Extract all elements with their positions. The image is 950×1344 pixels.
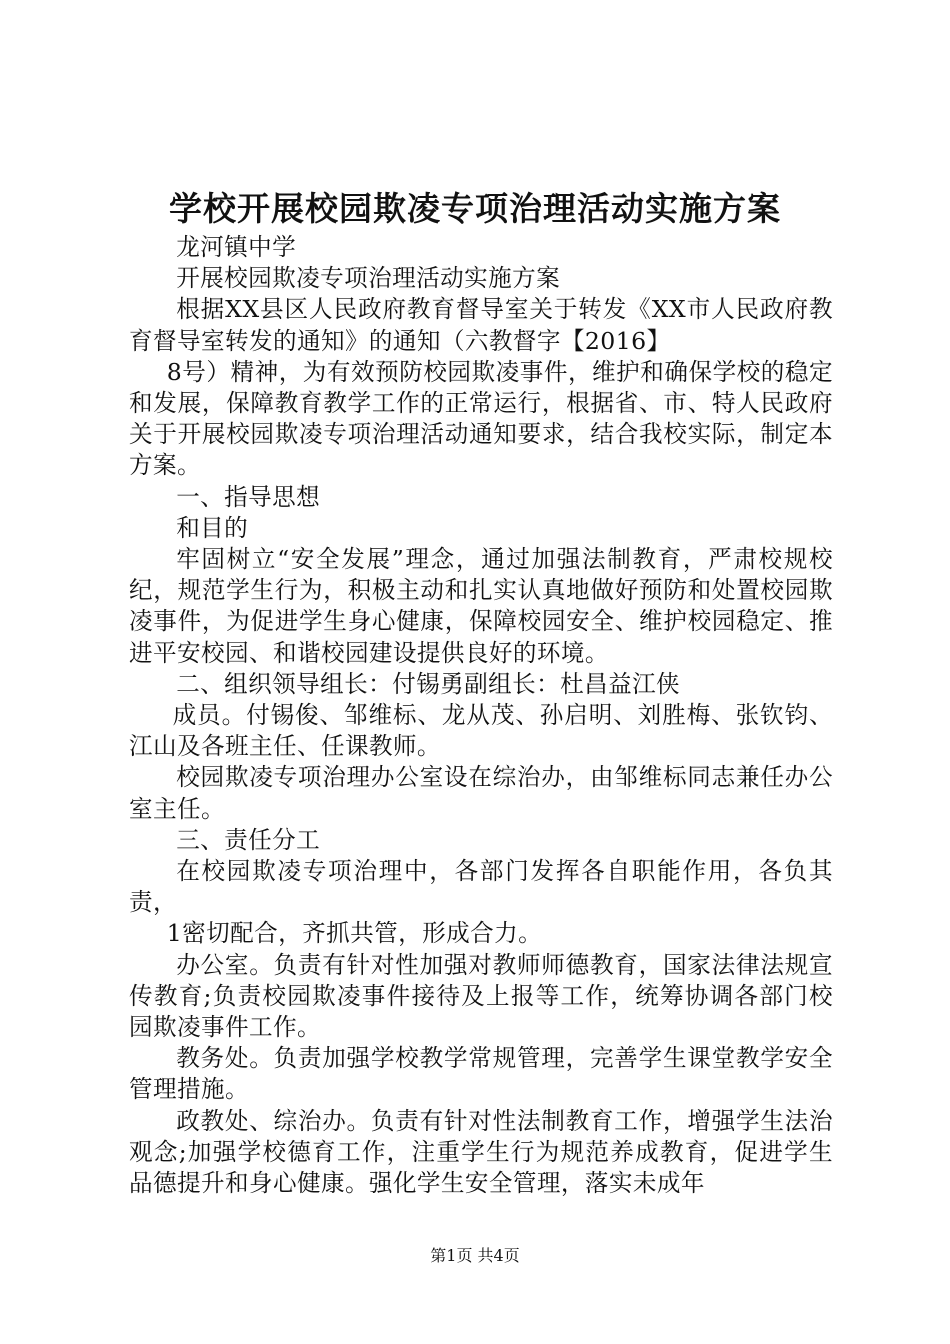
paragraph-responsibilities-intro: 在校园欺凌专项治理中，各部门发挥各自职能作用，各负其责，	[129, 857, 833, 917]
paragraph-guiding-content: 牢固树立“安全发展”理念，通过加强法制教育，严肃校规校纪，规范学生行为，积极主动和扎实认真地做好预防和处置校园欺凌事件，为促进学生身心健康，保障校园安全、维护校园稳定、推进平安校园、和谐校园建设提供良好的环境。	[129, 545, 833, 667]
paragraph-admin-office: 办公室。负责有针对性加强对教师师德教育，国家法律法规宣传教育;负责校园欺凌事件接待及上报等工作，统筹协调各部门校园欺凌事件工作。	[129, 950, 833, 1042]
paragraph-academic-affairs: 教务处。负责加强学校教学常规管理，完善学生课堂教学安全管理措施。	[129, 1044, 833, 1104]
page-footer: 第1页 共4页	[430, 1246, 520, 1265]
paragraph-basis: 根据XX县区人民政府教育督导室关于转发《XX市人民政府教育督导室转发的通知》的通知（六教督字【2016】	[129, 295, 833, 355]
paragraph-plan-name: 开展校园欺凌专项治理活动实施方案	[176, 264, 561, 293]
paragraph-political-education: 政教处、综治办。负责有针对性法制教育工作，增强学生法治观念;加强学校德育工作，注重学生行为规范养成教育，促进学生品德提升和身心健康。强化学生安全管理，落实未成年	[129, 1106, 833, 1198]
section-heading-responsibilities: 三、责任分工	[176, 825, 321, 854]
paragraph-school-name: 龙河镇中学	[176, 233, 297, 261]
section-heading-guiding-thought: 一、指导思想	[176, 482, 321, 511]
paragraph-basis-continued: 8号）精神，为有效预防校园欺凌事件，维护和确保学校的稳定和发展，保障教育教学工作的正常运行，根据省、市、特人民政府关于开展校园欺凌专项治理活动通知要求，结合我校实际，制定本方案。	[129, 357, 833, 480]
section-heading-purpose: 和目的	[176, 513, 249, 542]
paragraph-office: 校园欺凌专项治理办公室设在综治办，由邹维标同志兼任办公室主任。	[129, 763, 833, 823]
document-title: 学校开展校园欺凌专项治理活动实施方案	[169, 189, 781, 228]
paragraph-members: 成员。付锡俊、邹维标、龙从茂、孙启明、刘胜梅、张钦钧、江山及各班主任、任课教师。	[129, 701, 833, 761]
section-heading-organization: 二、组织领导组长：付锡勇副组长：杜昌益江侠	[176, 669, 681, 698]
document-body	[129, 232, 833, 1199]
paragraph-cooperation: 1密切配合，齐抓共管，形成合力。	[166, 919, 543, 948]
